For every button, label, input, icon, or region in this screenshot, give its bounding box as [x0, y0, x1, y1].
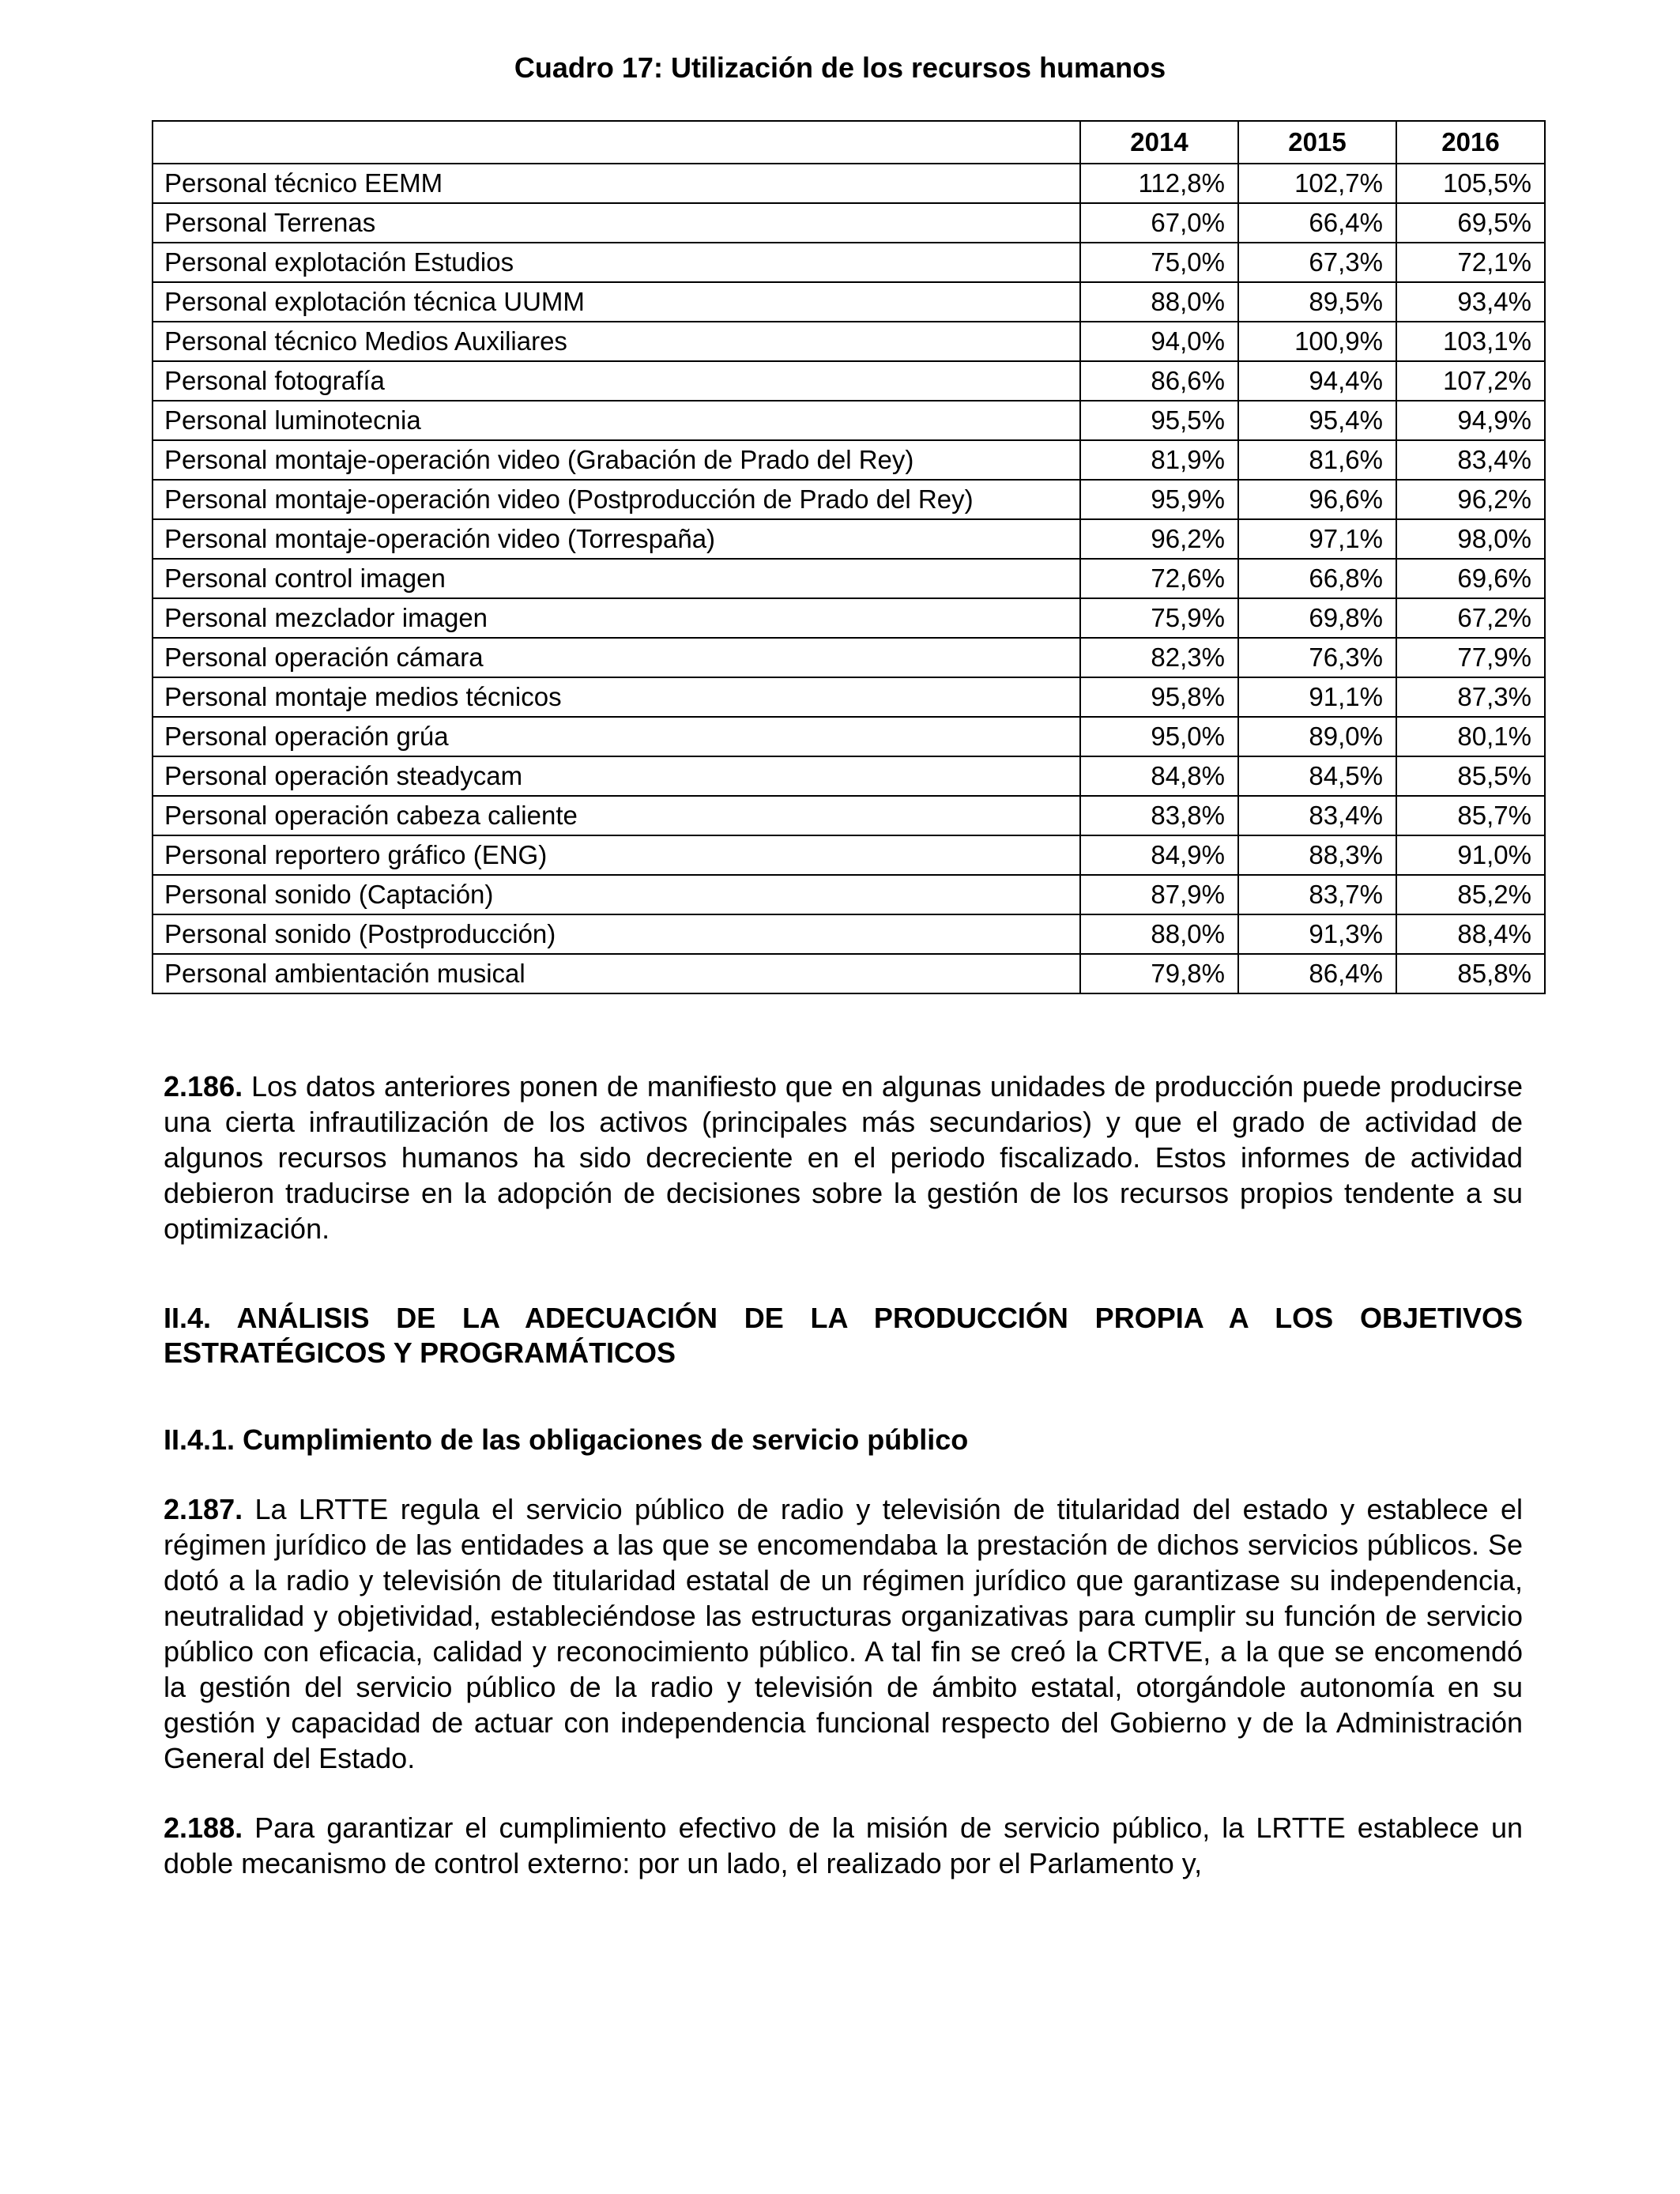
table-row [153, 954, 1545, 993]
value-cell-2016: 93,4% [1396, 282, 1545, 322]
value-cell-2016: 94,9% [1396, 401, 1545, 440]
value-cell-2016: 69,5% [1396, 203, 1545, 243]
row-label-cell: Personal explotación Estudios [153, 243, 1080, 282]
value-cell-2015: 100,9% [1238, 322, 1396, 361]
value-cell-2015: 91,1% [1238, 677, 1396, 717]
value-cell-2015: 76,3% [1238, 638, 1396, 677]
value-cell-2015: 88,3% [1238, 835, 1396, 875]
value-cell-2015: 86,4% [1238, 954, 1396, 993]
table-row [153, 203, 1545, 243]
value-cell-2014: 87,9% [1080, 875, 1238, 914]
value-cell-2015: 84,5% [1238, 756, 1396, 796]
row-label-cell: Personal técnico EEMM [153, 164, 1080, 203]
row-label-cell: Personal sonido (Postproducción) [153, 914, 1080, 954]
row-label-cell: Personal sonido (Captación) [153, 875, 1080, 914]
row-label-cell: Personal operación steadycam [153, 756, 1080, 796]
header-cell-2015: 2015 [1238, 121, 1396, 164]
subsection-heading: II.4.1. Cumplimiento de las obligaciones de servicio público [164, 1423, 969, 1456]
paragraph-number: 2.186. [164, 1070, 243, 1103]
value-cell-2016: 77,9% [1396, 638, 1545, 677]
value-cell-2015: 83,4% [1238, 796, 1396, 835]
value-cell-2014: 95,9% [1080, 480, 1238, 519]
table-row [153, 756, 1545, 796]
value-cell-2014: 75,9% [1080, 598, 1238, 638]
value-cell-2014: 82,3% [1080, 638, 1238, 677]
value-cell-2015: 96,6% [1238, 480, 1396, 519]
value-cell-2014: 96,2% [1080, 519, 1238, 559]
row-label-cell: Personal montaje-operación video (Torrespaña) [153, 519, 1080, 559]
value-cell-2015: 81,6% [1238, 440, 1396, 480]
table-row [153, 677, 1545, 717]
table-row [153, 519, 1545, 559]
paragraph-2-187 [164, 1491, 1523, 1776]
value-cell-2014: 72,6% [1080, 559, 1238, 598]
table-row [153, 401, 1545, 440]
value-cell-2015: 94,4% [1238, 361, 1396, 401]
header-cell-2014: 2014 [1080, 121, 1238, 164]
value-cell-2014: 88,0% [1080, 282, 1238, 322]
value-cell-2016: 96,2% [1396, 480, 1545, 519]
value-cell-2014: 84,9% [1080, 835, 1238, 875]
row-label-cell: Personal reportero gráfico (ENG) [153, 835, 1080, 875]
row-label-cell: Personal operación cabeza caliente [153, 796, 1080, 835]
table-row [153, 796, 1545, 835]
row-label-cell: Personal montaje medios técnicos [153, 677, 1080, 717]
value-cell-2016: 72,1% [1396, 243, 1545, 282]
value-cell-2016: 87,3% [1396, 677, 1545, 717]
value-cell-2014: 95,5% [1080, 401, 1238, 440]
table-row [153, 361, 1545, 401]
section-heading: II.4. ANÁLISIS DE LA ADECUACIÓN DE LA PRODUCCIÓN PROPIA A LOS OBJETIVOS ESTRATÉGICOS Y PROGRAMÁTICOS [164, 1302, 1523, 1369]
table-row [153, 282, 1545, 322]
value-cell-2015: 69,8% [1238, 598, 1396, 638]
table-row [153, 322, 1545, 361]
row-label-cell: Personal operación grúa [153, 717, 1080, 756]
value-cell-2016: 67,2% [1396, 598, 1545, 638]
value-cell-2016: 91,0% [1396, 835, 1545, 875]
value-cell-2016: 85,2% [1396, 875, 1545, 914]
paragraph-2-188 [164, 1810, 1523, 1881]
value-cell-2016: 103,1% [1396, 322, 1545, 361]
value-cell-2015: 97,1% [1238, 519, 1396, 559]
value-cell-2015: 91,3% [1238, 914, 1396, 954]
row-label-cell: Personal operación cámara [153, 638, 1080, 677]
table-body [153, 164, 1545, 993]
value-cell-2015: 66,8% [1238, 559, 1396, 598]
value-cell-2016: 80,1% [1396, 717, 1545, 756]
value-cell-2014: 88,0% [1080, 914, 1238, 954]
value-cell-2015: 102,7% [1238, 164, 1396, 203]
table-title: Cuadro 17: Utilización de los recursos humanos [514, 51, 1166, 84]
value-cell-2014: 94,0% [1080, 322, 1238, 361]
value-cell-2014: 86,6% [1080, 361, 1238, 401]
value-cell-2014: 67,0% [1080, 203, 1238, 243]
value-cell-2015: 95,4% [1238, 401, 1396, 440]
value-cell-2016: 85,7% [1396, 796, 1545, 835]
paragraph-2-186 [164, 1069, 1523, 1246]
value-cell-2016: 69,6% [1396, 559, 1545, 598]
table-row [153, 440, 1545, 480]
value-cell-2015: 67,3% [1238, 243, 1396, 282]
table-row [153, 638, 1545, 677]
paragraph-text: Para garantizar el cumplimiento efectivo de la misión de servicio público, la LRTTE establece un doble mecanismo de control externo: por un lado, el realizado por el Parlamento y, [164, 1811, 1523, 1879]
value-cell-2014: 79,8% [1080, 954, 1238, 993]
row-label-cell: Personal montaje-operación video (Grabación de Prado del Rey) [153, 440, 1080, 480]
table-row [153, 835, 1545, 875]
value-cell-2015: 83,7% [1238, 875, 1396, 914]
row-label-cell: Personal ambientación musical [153, 954, 1080, 993]
value-cell-2014: 95,8% [1080, 677, 1238, 717]
table-row [153, 559, 1545, 598]
header-cell-2016: 2016 [1396, 121, 1545, 164]
row-label-cell: Personal técnico Medios Auxiliares [153, 322, 1080, 361]
value-cell-2014: 84,8% [1080, 756, 1238, 796]
table-row [153, 717, 1545, 756]
paragraph-number: 2.187. [164, 1493, 243, 1525]
value-cell-2015: 66,4% [1238, 203, 1396, 243]
value-cell-2014: 83,8% [1080, 796, 1238, 835]
table-row [153, 914, 1545, 954]
value-cell-2016: 107,2% [1396, 361, 1545, 401]
value-cell-2016: 85,8% [1396, 954, 1545, 993]
table-row [153, 875, 1545, 914]
value-cell-2016: 85,5% [1396, 756, 1545, 796]
row-label-cell: Personal montaje-operación video (Postproducción de Prado del Rey) [153, 480, 1080, 519]
human-resources-table [152, 120, 1546, 994]
value-cell-2014: 95,0% [1080, 717, 1238, 756]
value-cell-2016: 83,4% [1396, 440, 1545, 480]
row-label-cell: Personal mezclador imagen [153, 598, 1080, 638]
table-row [153, 598, 1545, 638]
paragraph-text: La LRTTE regula el servicio público de radio y televisión de titularidad del estado y establece el régimen jurídico de las entidades a las que se encomendaba la prestación de dichos servicios públicos. Se dotó a la radio y televisión de titularidad estatal de un régimen jurídico que garantizase su independencia, neutralidad y objetividad, estableciéndose las estructuras organizativas para cumplir su función de servicio público con eficacia, calidad y reconocimiento público. A tal fin se creó la CRTVE, a la que se encomendó la gestión del servicio público de la radio y televisión de ámbito estatal, otorgándole autonomía en su gestión y capacidad de actuar con independencia funcional respecto del Gobierno y de la Administración General del Estado. [164, 1493, 1523, 1774]
value-cell-2014: 81,9% [1080, 440, 1238, 480]
paragraph-text: Los datos anteriores ponen de manifiesto que en algunas unidades de producción puede producirse una cierta infrautilización de los activos (principales más secundarios) y que el grado de actividad de algunos recursos humanos ha sido decreciente en el periodo fiscalizado. Estos informes de actividad debieron traducirse en la adopción de decisiones sobre la gestión de los recursos propios tendente a su optimización. [164, 1070, 1523, 1245]
row-label-cell: Personal luminotecnia [153, 401, 1080, 440]
value-cell-2016: 105,5% [1396, 164, 1545, 203]
table-row [153, 243, 1545, 282]
row-label-cell: Personal Terrenas [153, 203, 1080, 243]
header-cell-empty [153, 121, 1080, 164]
table-row [153, 480, 1545, 519]
value-cell-2014: 112,8% [1080, 164, 1238, 203]
paragraph-number: 2.188. [164, 1811, 243, 1844]
table-row [153, 164, 1545, 203]
value-cell-2015: 89,5% [1238, 282, 1396, 322]
value-cell-2014: 75,0% [1080, 243, 1238, 282]
row-label-cell: Personal explotación técnica UUMM [153, 282, 1080, 322]
table-header-row [153, 121, 1545, 164]
row-label-cell: Personal fotografía [153, 361, 1080, 401]
row-label-cell: Personal control imagen [153, 559, 1080, 598]
value-cell-2016: 98,0% [1396, 519, 1545, 559]
value-cell-2015: 89,0% [1238, 717, 1396, 756]
value-cell-2016: 88,4% [1396, 914, 1545, 954]
